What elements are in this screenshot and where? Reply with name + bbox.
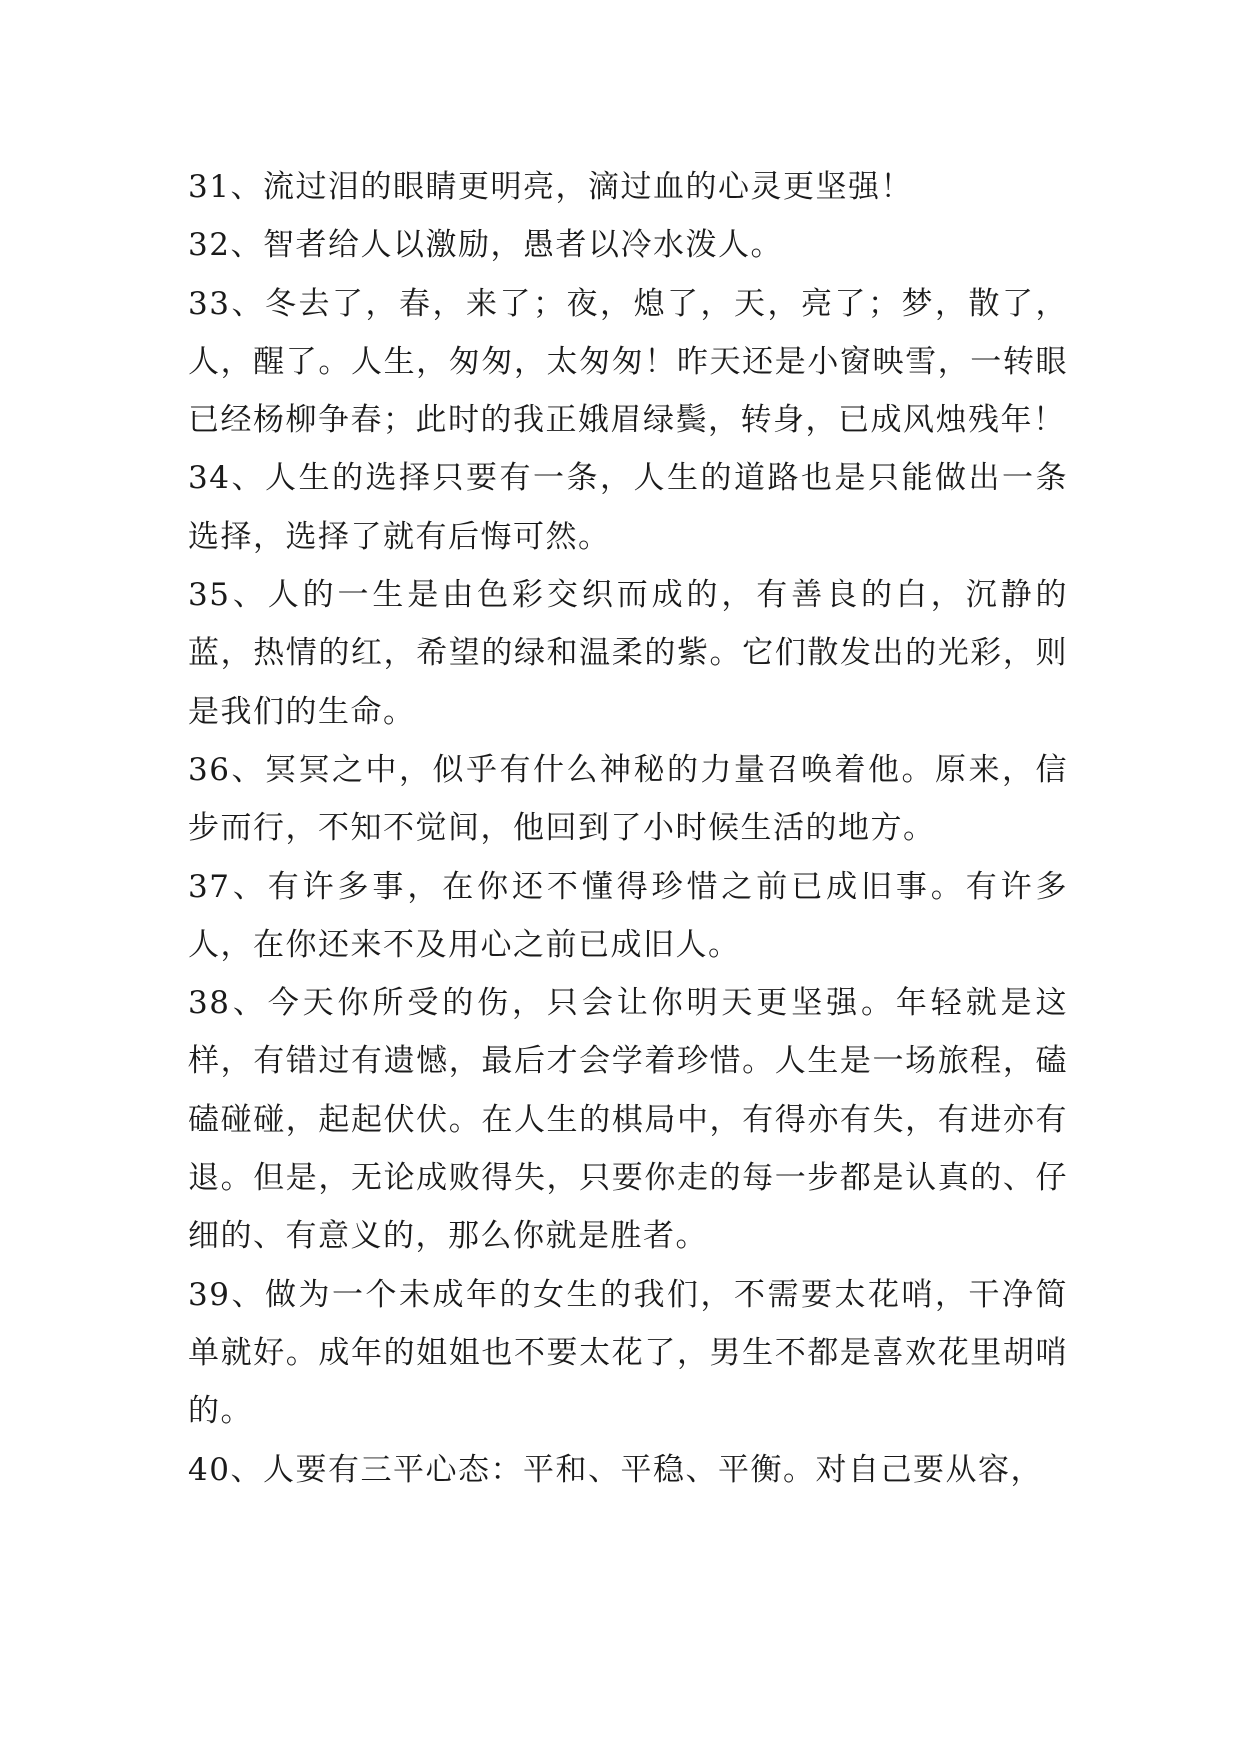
paragraph-33: 33、冬去了，春，来了；夜，熄了，天，亮了；梦，散了，人，醒了。人生，匆匆，太匆匆！昨天还是小窗映雪，一转眼已经杨柳争春；此时的我正娥眉绿鬓，转身，已成风烛残年！ — [188, 285, 1068, 439]
paragraph-39: 39、做为一个未成年的女生的我们，不需要太花哨，干净简单就好。成年的姐姐也不要太花了，男生不都是喜欢花里胡哨的。 — [188, 1276, 1068, 1430]
paragraph-40: 40、人要有三平心态：平和、平稳、平衡。对自己要从容， — [188, 1451, 1043, 1488]
paragraph-36: 36、冥冥之中，似乎有什么神秘的力量召唤着他。原来，信步而行，不知不觉间，他回到了小时候生活的地方。 — [188, 751, 1068, 847]
paragraph-32: 32、智者给人以激励，愚者以冷水泼人。 — [188, 227, 783, 264]
paragraph-38: 38、今天你所受的伤，只会让你明天更坚强。年轻就是这样，有错过有遗憾，最后才会学着珍惜。人生是一场旅程，磕磕碰碰，起起伏伏。在人生的棋局中，有得亦有失，有进亦有退。但是，无论成败得失，只要你走的每一步都是认真的、仔细的、有意义的，那么你就是胜者。 — [188, 985, 1068, 1255]
paragraph-34: 34、人生的选择只要有一条，人生的道路也是只能做出一条选择，选择了就有后悔可然。 — [188, 460, 1068, 555]
document-body — [188, 158, 1068, 1499]
paragraph-31: 31、流过泪的眼睛更明亮，滴过血的心灵更坚强！ — [188, 169, 913, 205]
paragraph-35: 35、人的一生是由色彩交织而成的，有善良的白，沉静的蓝，热情的红，希望的绿和温柔的紫。它们散发出的光彩，则是我们的生命。 — [188, 577, 1068, 730]
paragraph-37: 37、有许多事，在你还不懂得珍惜之前已成旧事。有许多人，在你还来不及用心之前已成旧人。 — [188, 868, 1068, 963]
